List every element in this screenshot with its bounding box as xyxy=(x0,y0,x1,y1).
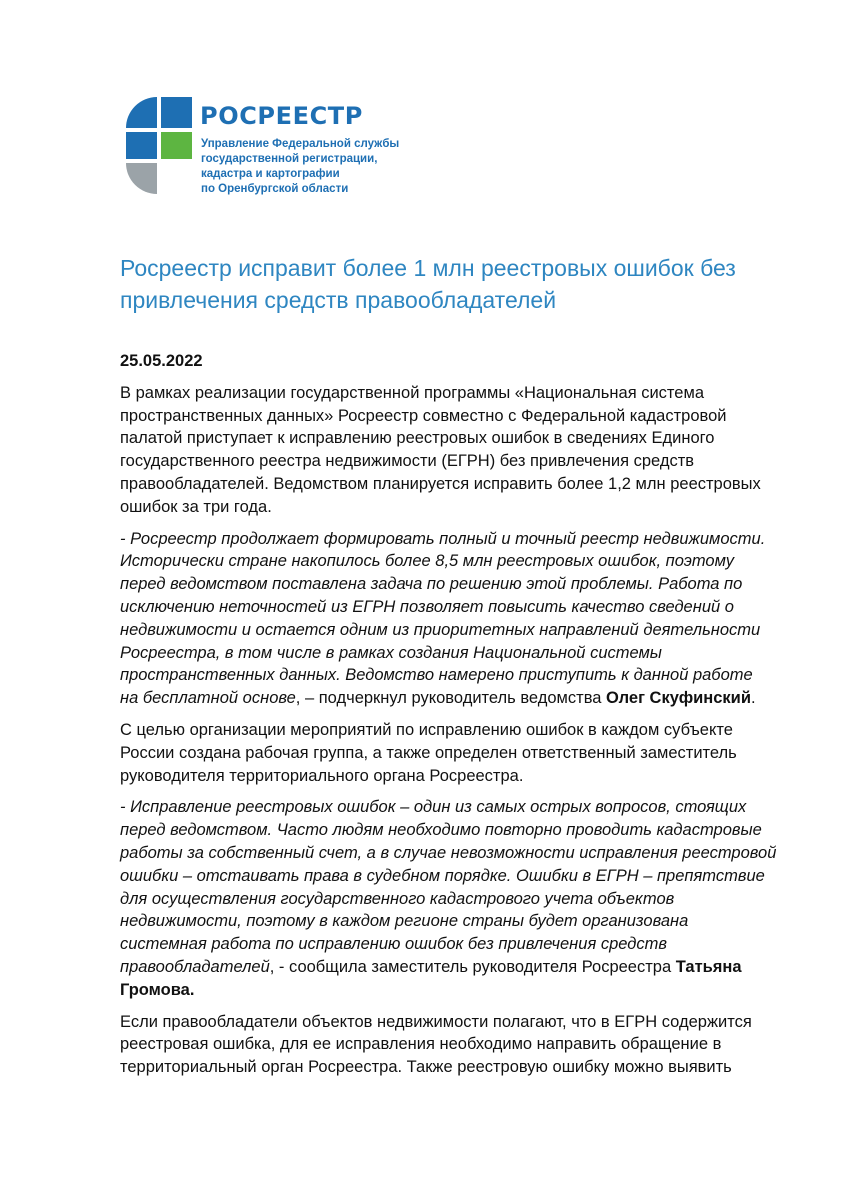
text-line xyxy=(120,956,790,979)
logo-subtitle xyxy=(201,137,399,197)
speaker-name: Олег Скуфинский xyxy=(606,689,751,708)
text-line: палатой приступает к исправлению реестровых ошибок в сведениях Единого xyxy=(120,429,715,448)
text-line: территориальный орган Росреестра. Также реестровую ошибку можно выявить xyxy=(120,1058,732,1077)
text-line: государственного реестра недвижимости (ЕГРН) без привлечения средств xyxy=(120,452,695,471)
text-line: ошибок за три года. xyxy=(120,497,272,516)
text-line: В рамках реализации государственной программы «Национальная система xyxy=(120,383,705,402)
text-line: Если правообладатели объектов недвижимости полагают, что в ЕГРН содержится xyxy=(120,1012,752,1031)
attribution-text: , - сообщила заместитель руководителя Росреестра xyxy=(269,957,676,976)
text-line xyxy=(120,687,790,710)
speaker-name: Громова. xyxy=(120,980,195,999)
text-line: реестровая ошибка, для ее исправления необходимо направить обращение в xyxy=(120,1035,722,1054)
rosreestr-emblem-icon xyxy=(124,95,194,195)
logo-subtitle-line: по Оренбургской области xyxy=(201,183,349,195)
text-line: системная работа по исправлению ошибок без привлечения средств xyxy=(120,935,667,954)
text-line: исключению неточностей из ЕГРН позволяет повысить качество сведений о xyxy=(120,597,734,616)
title-line: Росреестр исправит более 1 млн реестровых ошибок без xyxy=(120,255,736,281)
text-line: перед ведомством. Часто людям необходимо повторно проводить кадастровые xyxy=(120,821,762,840)
text-line: России создана рабочая группа, а также определен ответственный заместитель xyxy=(120,743,737,762)
paragraph-intro xyxy=(120,382,790,519)
text-line: Исторически стране накопилось более 8,5 млн реестровых ошибок, поэтому xyxy=(120,552,734,571)
speaker-name: Татьяна xyxy=(675,957,742,976)
text-line: руководителя территориального органа Росреестра. xyxy=(120,766,524,785)
logo-subtitle-line: государственной регистрации, xyxy=(201,153,378,165)
paragraph-how-to-fix xyxy=(120,1011,790,1079)
text-line: недвижимости и остается одним из приоритетных направлений деятельности xyxy=(120,620,761,639)
text-line: - Исправление реестровых ошибок – один из самых острых вопросов, стоящих xyxy=(120,798,747,817)
text-line: работы за собственный счет, а в случае невозможности исправления реестровой xyxy=(120,843,777,862)
text-line: ошибки – отстаивать права в судебном порядке. Ошибки в ЕГРН – препятствие xyxy=(120,866,765,885)
article-title xyxy=(120,252,780,316)
quote-text: правообладателей xyxy=(120,957,270,976)
text-line: пространственных данных. Ведомство намерено приступить к данной работе xyxy=(120,666,753,685)
title-line: привлечения средств правообладателей xyxy=(120,287,557,313)
text-line: - Росреестр продолжает формировать полный и точный реестр недвижимости. xyxy=(120,529,766,548)
text-line: правообладателей. Ведомством планируется исправить более 1,2 млн реестровых xyxy=(120,474,761,493)
logo-subtitle-line: Управление Федеральной службы xyxy=(201,138,400,150)
rosreestr-logo xyxy=(124,95,414,195)
quote-text: на бесплатной основе xyxy=(120,689,296,708)
text-line: пространственных данных» Росреестр совместно с Федеральной кадастровой xyxy=(120,406,727,425)
text-line: для осуществления государственного кадастрового учета объектов xyxy=(120,889,675,908)
paragraph-working-group xyxy=(120,719,790,787)
logo-name: РОСРЕЕСТР xyxy=(200,102,363,130)
punctuation: . xyxy=(750,689,756,708)
quote-gromova xyxy=(120,796,790,1001)
text-line: Росреестра, в том числе в рамках создания Национальной системы xyxy=(120,643,662,662)
text-line: перед ведомством поставлена задача по решению этой проблемы. Работа по xyxy=(120,575,743,594)
quote-skufinsky xyxy=(120,528,790,710)
article-date: 25.05.2022 xyxy=(120,352,203,370)
article-body xyxy=(120,350,790,1079)
attribution-text: , – подчеркнул руководитель ведомства xyxy=(295,689,607,708)
text-line: С целью организации мероприятий по исправлению ошибок в каждом субъекте xyxy=(120,720,733,739)
text-line: недвижимости, поэтому в каждом регионе страны будет организована xyxy=(120,912,689,931)
logo-subtitle-line: кадастра и картографии xyxy=(201,168,340,180)
